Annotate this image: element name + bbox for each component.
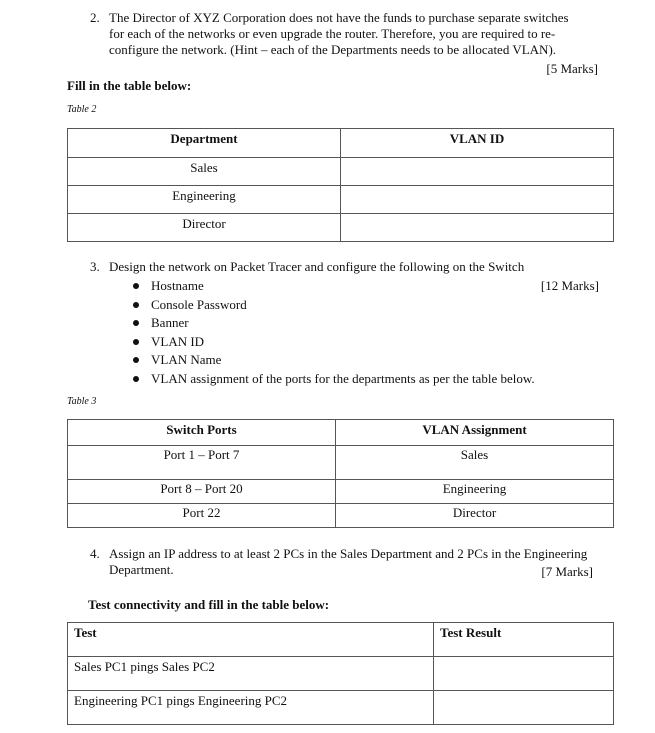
vlan-id-cell: [341, 186, 614, 214]
q2-number: 2.: [90, 10, 100, 25]
q3-config-list: [129, 277, 535, 389]
vlan-assignment-header: VLAN Assignment: [336, 420, 614, 446]
department-header: Department: [68, 129, 341, 158]
q4-instruction: Test connectivity and fill in the table below:: [88, 597, 330, 612]
q3-marks: [12 Marks]: [540, 278, 599, 293]
test-cell: Sales PC1 pings Sales PC2: [68, 657, 434, 691]
config-item: VLAN Name: [129, 351, 535, 370]
config-item: VLAN assignment of the ports for the departments as per the table below.: [129, 370, 535, 389]
port-range-cell: Port 8 – Port 20: [68, 480, 336, 504]
department-cell: Sales: [68, 158, 341, 186]
vlan-assignment-cell: Director: [336, 504, 614, 528]
config-item: Console Password: [129, 296, 535, 315]
port-vlan-table: [67, 419, 614, 528]
q2-line-2: for each of the networks or even upgrade the router. Therefore, you are required to re-: [109, 26, 556, 41]
test-result-header: Test Result: [434, 623, 614, 657]
connectivity-test-table: [67, 622, 614, 725]
q2-marks: [5 Marks]: [546, 61, 598, 76]
test-result-cell: [434, 691, 614, 725]
config-item: VLAN ID: [129, 333, 535, 352]
department-vlan-table: [67, 128, 614, 242]
q2-line-1: The Director of XYZ Corporation does not have the funds to purchase separate switches: [109, 10, 569, 25]
vlan-id-cell: [341, 158, 614, 186]
q3-number: 3.: [90, 259, 100, 274]
department-cell: Engineering: [68, 186, 341, 214]
config-item: Banner: [129, 314, 535, 333]
q4-marks: [7 Marks]: [541, 564, 593, 579]
vlan-id-header: VLAN ID: [341, 129, 614, 158]
config-item: Hostname: [129, 277, 535, 296]
table-2-caption: Table 2: [67, 104, 97, 115]
vlan-id-cell: [341, 214, 614, 242]
vlan-assignment-cell: Engineering: [336, 480, 614, 504]
q2-text: [109, 10, 619, 58]
test-cell: Engineering PC1 pings Engineering PC2: [68, 691, 434, 725]
q2-line-3: configure the network. (Hint – each of the Departments needs to be allocated VLAN).: [109, 42, 557, 57]
q4-line-2: Department.: [109, 562, 174, 577]
test-result-cell: [434, 657, 614, 691]
q3-text: Design the network on Packet Tracer and configure the following on the Switch: [109, 259, 525, 274]
q4-line-1: Assign an IP address to at least 2 PCs in the Sales Department and 2 PCs in the Engineering: [109, 546, 588, 561]
table-3-caption: Table 3: [67, 396, 97, 407]
department-cell: Director: [68, 214, 341, 242]
test-header: Test: [68, 623, 434, 657]
q4-number: 4.: [90, 546, 100, 561]
vlan-assignment-cell: Sales: [336, 446, 614, 480]
q2-instruction: Fill in the table below:: [67, 78, 192, 93]
switch-ports-header: Switch Ports: [68, 420, 336, 446]
port-range-cell: Port 1 – Port 7: [68, 446, 336, 480]
port-range-cell: Port 22: [68, 504, 336, 528]
